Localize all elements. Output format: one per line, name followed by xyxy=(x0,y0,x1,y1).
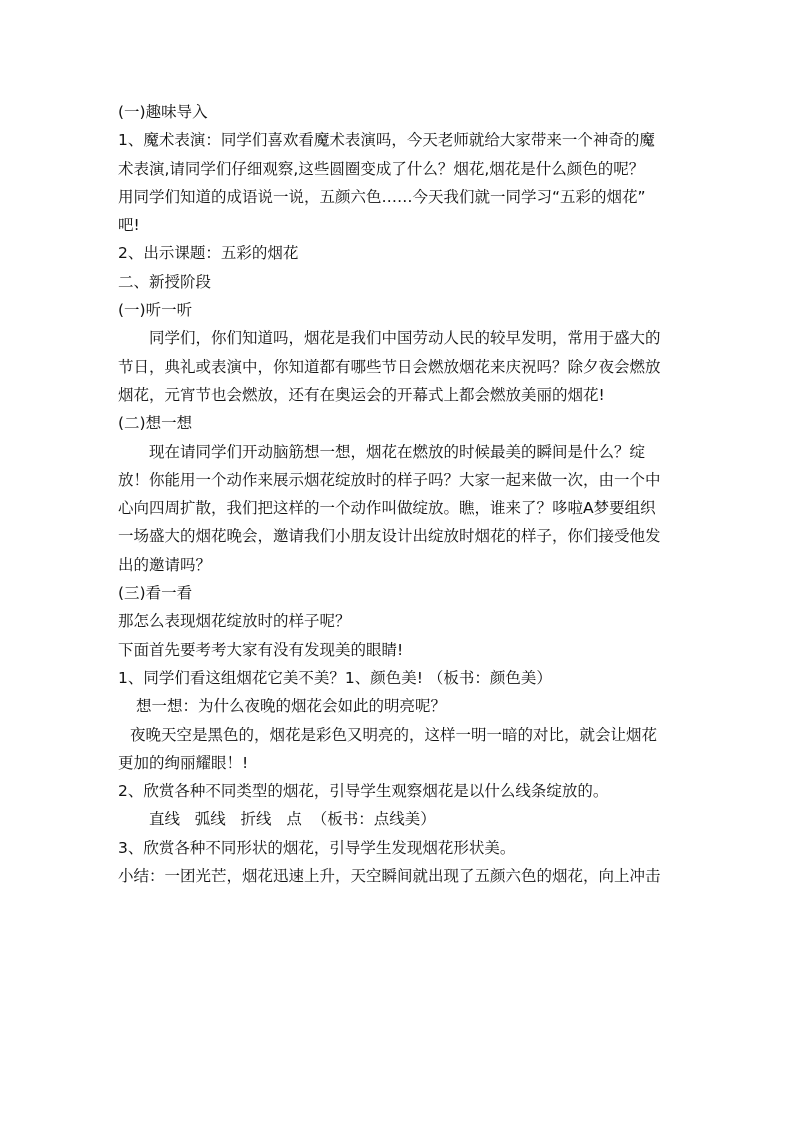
paragraph-line: 现在请同学们开动脑筋想一想，烟花在燃放的时候最美的瞬间是什么？绽 xyxy=(149,442,646,461)
section-heading-look: (三)看一看 xyxy=(118,584,193,603)
paragraph-line: 下面首先要考考大家有没有发现美的眼睛! xyxy=(118,640,404,659)
paragraph-line: 吧! xyxy=(118,216,140,235)
section-heading-fun-intro: (一)趣味导入 xyxy=(118,103,208,121)
paragraph-line: 术表演,请同学们仔细观察,这些圆圈变成了什么？烟花,烟花是什么颜色的呢？ xyxy=(118,159,645,178)
paragraph-line: 烟花，元宵节也会燃放，还有在奥运会的开幕式上都会燃放美丽的烟花! xyxy=(118,385,605,404)
paragraph-line: 一场盛大的烟花晚会，邀请我们小朋友设计出绽放时烟花的样子，你们接受他发 xyxy=(118,527,661,546)
paragraph-line: 同学们，你们知道吗，烟花是我们中国劳动人民的较早发明，常用于盛大的 xyxy=(149,329,661,348)
paragraph-line: 放！你能用一个动作来展示烟花绽放时的样子吗？大家一起来做一次，由一个中 xyxy=(118,470,661,489)
paragraph-line: 1、魔术表演：同学们喜欢看魔术表演吗，今天老师就给大家带来一个神奇的魔 xyxy=(118,131,655,150)
paragraph-line: 用同学们知道的成语说一说，五颜六色……今天我们就一同学习“五彩的烟花” xyxy=(118,187,646,206)
paragraph-line: 更加的绚丽耀眼！! xyxy=(118,753,249,772)
paragraph-line: 3、欣赏各种不同形状的烟花，引导学生发现烟花形状美。 xyxy=(118,838,516,857)
section-heading-think: (二)想一想 xyxy=(118,414,193,433)
paragraph-line: 想一想：为什么夜晚的烟花会如此的明亮呢？ xyxy=(136,697,447,716)
paragraph-line: 直线 弧线 折线 点 （板书：点线美） xyxy=(149,810,436,829)
paragraph-line: 节日，典礼或表演中，你知道都有哪些节日会燃放烟花来庆祝吗？除夕夜会燃放 xyxy=(118,357,661,376)
paragraph-line: 夜晚天空是黑色的，烟花是彩色又明亮的，这样一明一暗的对比，就会让烟花 xyxy=(130,725,658,744)
paragraph-line: 2、出示课题：五彩的烟花 xyxy=(118,244,299,263)
section-heading-listen: (一)听一听 xyxy=(118,301,193,320)
document-body xyxy=(118,98,678,890)
paragraph-line: 心向四周扩散，我们把这样的一个动作叫做绽放。瞧，谁来了？哆啦A梦要组织 xyxy=(118,499,656,518)
paragraph-line: 小结：一团光芒，烟花迅速上升，天空瞬间就出现了五颜六色的烟花，向上冲击 xyxy=(118,867,661,886)
paragraph-line: 那怎么表现烟花绽放时的样子呢？ xyxy=(118,612,351,631)
paragraph-line: 2、欣赏各种不同类型的烟花，引导学生观察烟花是以什么线条绽放的。 xyxy=(118,782,609,801)
section-heading-new-lesson: 二、新授阶段 xyxy=(118,272,212,291)
paragraph-line: 出的邀请吗？ xyxy=(118,555,212,574)
paragraph-line: 1、同学们看这组烟花它美不美？1、颜色美! （板书：颜色美） xyxy=(118,668,552,687)
